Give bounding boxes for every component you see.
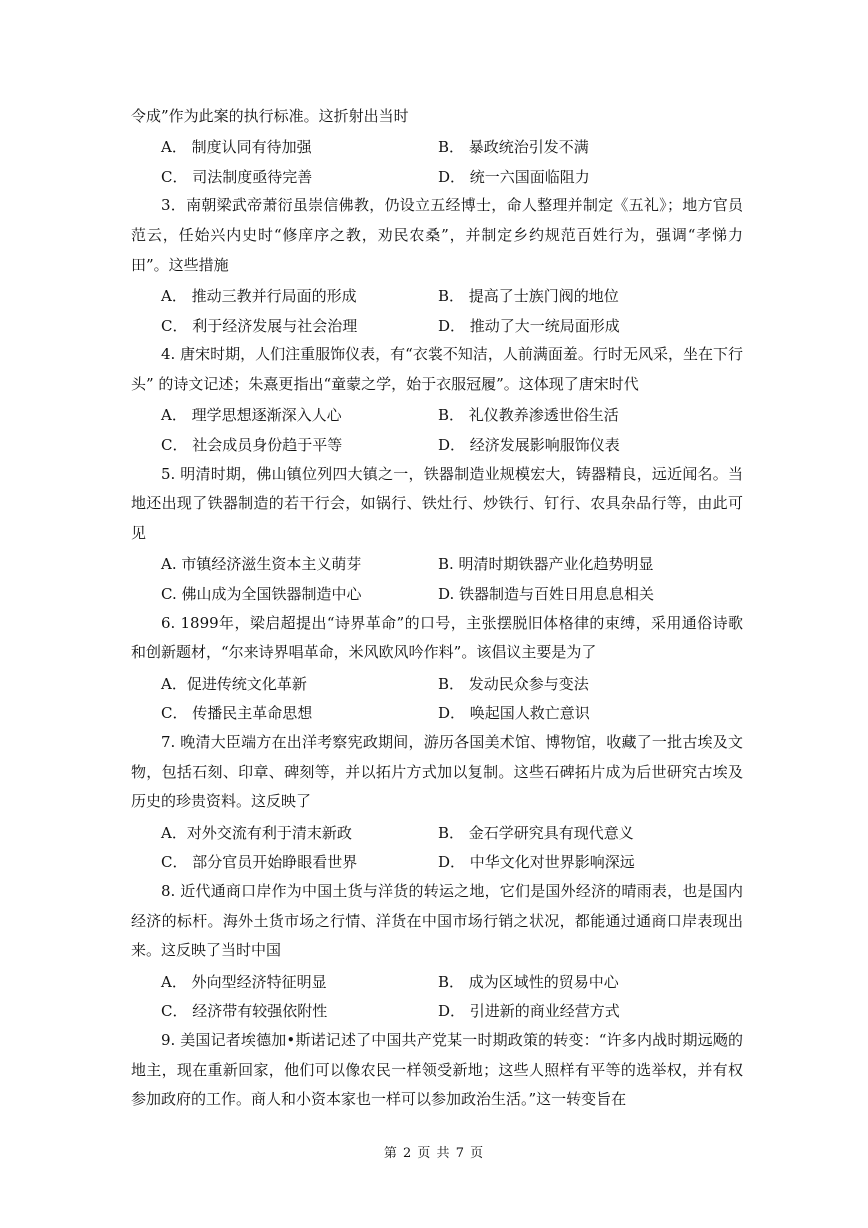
question-2-options-row-2 <box>131 162 743 192</box>
question-3-option-d: D． 推动了大一统局面形成 <box>438 316 620 335</box>
question-8-stem: 8. 近代通商口岸作为中国土货与洋货的转运之地，它们是国外经济的晴雨表，也是国内经济的标杆。海外土货市场之行情、洋货在中国市场行销之状况，都能通过通商口岸表现出来。这反映了当时中国 <box>131 881 743 960</box>
question-2-stem-end: 令成”作为此案的执行标准。这折射出当时 <box>131 107 409 125</box>
question-6-option-d: D． 唤起国人救亡意识 <box>438 704 590 723</box>
question-8-option-d: D． 引进新的商业经营方式 <box>438 1002 620 1021</box>
question-2-option-d: D． 统一六国面临阻力 <box>438 167 590 186</box>
question-8-option-a: A． 外向型经济特征明显 <box>161 972 327 991</box>
question-2-options-row-1 <box>131 132 743 162</box>
question-4-stem: 4. 唐宋时期，人们注重服饰仪表，有“衣裳不知洁，人前满面羞。行时无风采，坐在下行头” 的诗文记述；朱熹更指出“童蒙之学，始于衣服冠履”。这体现了唐宋时代 <box>131 345 743 394</box>
question-4-option-d: D． 经济发展影响服饰仪表 <box>438 436 620 455</box>
question-3-option-b: B． 提高了士族门阀的地位 <box>438 287 619 306</box>
question-7-option-d: D． 中华文化对世界影响深远 <box>438 853 635 872</box>
question-3-stem: 3．南朝梁武帝萧衍虽崇信佛教，仍设立五经博士，命人整理并制定《五礼》；地方官员范云，任始兴内史时“修庠序之教，劝民农桑”，并制定乡约规范百姓行为，强调“孝悌力田”。这些措施 <box>131 196 743 274</box>
question-5-options-row-1 <box>131 549 743 579</box>
question-3-options-row-1 <box>131 281 743 311</box>
question-7-option-b: B． 金石学研究具有现代意义 <box>438 823 634 842</box>
question-7-option-c: C． 部分官员开始睁眼看世界 <box>161 853 358 872</box>
question-6-option-a: A．促进传统文化革新 <box>161 674 307 693</box>
page-number-footer: 第 2 页 共 7 页 <box>383 1146 485 1161</box>
question-4-option-b: B． 礼仪教养渗透世俗生活 <box>438 406 619 425</box>
question-7-stem: 7. 晚清大臣端方在出洋考察宪政期间，游历各国美术馆、博物馆，收藏了一批古埃及文物，包括石刻、印章、碑刻等，并以拓片方式加以复制。这些石碑拓片成为后世研究古埃及历史的珍贵资料。这反映了 <box>131 732 743 811</box>
question-8-options-row-2 <box>131 996 743 1026</box>
question-7-options-row-1 <box>131 817 743 847</box>
page-content <box>131 102 743 1115</box>
question-6-option-c: C． 传播民主革命思想 <box>161 704 313 723</box>
question-6-stem: 6. 1899年，梁启超提出“诗界革命”的口号，主张摆脱旧体格律的束缚，采用通俗诗歌和创新题材，“尔来诗界唱革命，米风欧风吟作料”。该倡议主要是为了 <box>131 613 743 662</box>
question-3-options-row-2 <box>131 311 743 341</box>
question-7-option-a: A．对外交流有利于清末新政 <box>161 823 352 842</box>
question-4-option-c: C． 社会成员身份趋于平等 <box>161 436 343 455</box>
question-6-option-b: B． 发动民众参与变法 <box>438 674 589 693</box>
question-6-options-row-1 <box>131 668 743 698</box>
question-5-option-c: C. 佛山成为全国铁器制造中心 <box>161 585 362 604</box>
question-2-option-b: B． 暴政统治引发不满 <box>438 138 589 157</box>
question-9-stem: 9. 美国记者埃德加•斯诺记述了中国共产党某一时期政策的转变：“许多内战时期远飏的地主，现在重新回家，他们可以像农民一样领受新地；这些人照样有平等的选举权，并有权参加政府的工作。商人和小资本家也一样可以参加政治生活。”这一转变旨在 <box>131 1030 743 1109</box>
question-8-option-b: B． 成为区域性的贸易中心 <box>438 972 619 991</box>
question-3-option-c: C． 利于经济发展与社会治理 <box>161 316 358 335</box>
question-5-option-b: B. 明清时期铁器产业化趋势明显 <box>438 555 654 574</box>
question-2-option-c: C． 司法制度亟待完善 <box>161 167 313 186</box>
question-2-option-a: A． 制度认同有待加强 <box>161 138 312 157</box>
question-4-options-row-2 <box>131 430 743 460</box>
question-8-option-c: C． 经济带有较强依附性 <box>161 1002 328 1021</box>
question-6-options-row-2 <box>131 698 743 728</box>
question-7-options-row-2 <box>131 847 743 877</box>
question-4-option-a: A． 理学思想逐渐深入人心 <box>161 406 342 425</box>
question-4-options-row-1 <box>131 400 743 430</box>
question-5-options-row-2 <box>131 579 743 609</box>
question-5-option-a: A. 市镇经济滋生资本主义萌芽 <box>161 555 362 574</box>
question-8-options-row-1 <box>131 966 743 996</box>
question-5-stem: 5. 明清时期，佛山镇位列四大镇之一，铁器制造业规模宏大，铸器精良，远近闻名。当地还出现了铁器制造的若干行会，如锅行、铁灶行、炒铁行、钉行、农具杂品行等，由此可见 <box>131 464 743 543</box>
question-5-option-d: D. 铁器制造与百姓日用息息相关 <box>438 585 655 604</box>
question-3-option-a: A． 推动三教并行局面的形成 <box>161 287 357 306</box>
